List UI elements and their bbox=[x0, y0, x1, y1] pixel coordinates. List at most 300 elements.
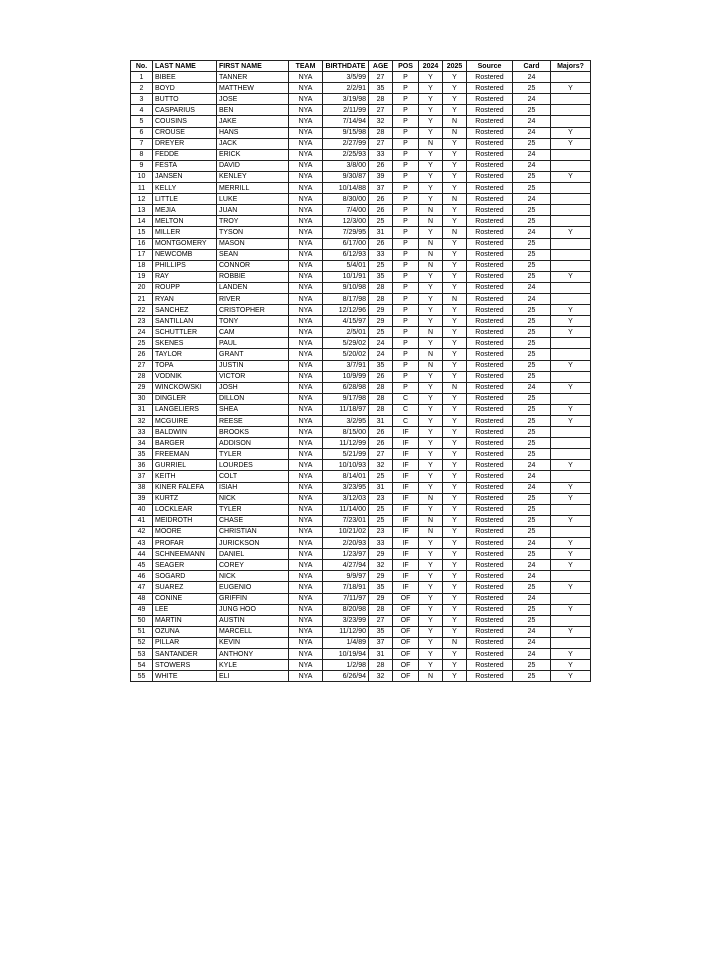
cell-pos: IF bbox=[393, 526, 419, 537]
cell-source: Rostered bbox=[467, 83, 513, 94]
cell-no: 36 bbox=[131, 460, 153, 471]
cell-team: NYA bbox=[289, 205, 323, 216]
cell-birthdate: 3/8/00 bbox=[323, 160, 369, 171]
cell-no: 19 bbox=[131, 271, 153, 282]
cell-source: Rostered bbox=[467, 449, 513, 460]
cell-source: Rostered bbox=[467, 183, 513, 194]
cell-first-name: LOURDES bbox=[217, 460, 289, 471]
cell-2025: Y bbox=[443, 83, 467, 94]
cell-birthdate: 2/5/01 bbox=[323, 327, 369, 338]
cell-last-name: BIBEE bbox=[153, 72, 217, 83]
cell-majors: Y bbox=[551, 515, 591, 526]
cell-no: 31 bbox=[131, 404, 153, 415]
cell-team: NYA bbox=[289, 660, 323, 671]
cell-no: 55 bbox=[131, 671, 153, 682]
cell-age: 26 bbox=[369, 194, 393, 205]
cell-card: 24 bbox=[513, 471, 551, 482]
cell-2025: Y bbox=[443, 615, 467, 626]
cell-last-name: SEAGER bbox=[153, 560, 217, 571]
cell-2024: Y bbox=[419, 538, 443, 549]
cell-card: 25 bbox=[513, 349, 551, 360]
cell-last-name: DREYER bbox=[153, 138, 217, 149]
cell-birthdate: 5/21/99 bbox=[323, 449, 369, 460]
cell-source: Rostered bbox=[467, 105, 513, 116]
cell-source: Rostered bbox=[467, 526, 513, 537]
cell-2025: Y bbox=[443, 404, 467, 415]
cell-majors bbox=[551, 105, 591, 116]
cell-first-name: JUNG HOO bbox=[217, 604, 289, 615]
table-row bbox=[131, 626, 591, 637]
cell-team: NYA bbox=[289, 604, 323, 615]
cell-source: Rostered bbox=[467, 194, 513, 205]
cell-team: NYA bbox=[289, 72, 323, 83]
cell-2025: Y bbox=[443, 138, 467, 149]
cell-no: 54 bbox=[131, 660, 153, 671]
cell-majors: Y bbox=[551, 171, 591, 182]
cell-no: 25 bbox=[131, 338, 153, 349]
cell-source: Rostered bbox=[467, 593, 513, 604]
cell-pos: P bbox=[393, 238, 419, 249]
table-row bbox=[131, 393, 591, 404]
cell-last-name: NEWCOMB bbox=[153, 249, 217, 260]
table-row bbox=[131, 194, 591, 205]
cell-team: NYA bbox=[289, 327, 323, 338]
cell-birthdate: 10/14/88 bbox=[323, 183, 369, 194]
cell-source: Rostered bbox=[467, 416, 513, 427]
cell-no: 26 bbox=[131, 349, 153, 360]
cell-first-name: TANNER bbox=[217, 72, 289, 83]
cell-pos: P bbox=[393, 338, 419, 349]
cell-majors: Y bbox=[551, 316, 591, 327]
cell-first-name: ANTHONY bbox=[217, 648, 289, 659]
cell-team: NYA bbox=[289, 471, 323, 482]
cell-age: 32 bbox=[369, 116, 393, 127]
cell-team: NYA bbox=[289, 371, 323, 382]
cell-no: 46 bbox=[131, 571, 153, 582]
cell-2024: N bbox=[419, 238, 443, 249]
cell-majors bbox=[551, 471, 591, 482]
cell-2025: N bbox=[443, 227, 467, 238]
cell-last-name: LANGELIERS bbox=[153, 404, 217, 415]
cell-card: 25 bbox=[513, 404, 551, 415]
cell-majors bbox=[551, 349, 591, 360]
cell-2024: N bbox=[419, 216, 443, 227]
cell-2024: Y bbox=[419, 293, 443, 304]
cell-birthdate: 7/18/91 bbox=[323, 582, 369, 593]
cell-2024: Y bbox=[419, 282, 443, 293]
cell-source: Rostered bbox=[467, 127, 513, 138]
cell-2025: Y bbox=[443, 526, 467, 537]
cell-source: Rostered bbox=[467, 538, 513, 549]
cell-birthdate: 10/10/93 bbox=[323, 460, 369, 471]
cell-birthdate: 6/17/00 bbox=[323, 238, 369, 249]
cell-pos: IF bbox=[393, 471, 419, 482]
cell-source: Rostered bbox=[467, 72, 513, 83]
cell-first-name: COLT bbox=[217, 471, 289, 482]
cell-2025: Y bbox=[443, 271, 467, 282]
cell-source: Rostered bbox=[467, 560, 513, 571]
cell-majors: Y bbox=[551, 660, 591, 671]
cell-no: 51 bbox=[131, 626, 153, 637]
cell-last-name: WINCKOWSKI bbox=[153, 382, 217, 393]
table-row bbox=[131, 593, 591, 604]
cell-2024: Y bbox=[419, 449, 443, 460]
cell-team: NYA bbox=[289, 648, 323, 659]
cell-card: 25 bbox=[513, 504, 551, 515]
cell-first-name: KYLE bbox=[217, 660, 289, 671]
table-row bbox=[131, 227, 591, 238]
cell-last-name: PHILLIPS bbox=[153, 260, 217, 271]
table-row bbox=[131, 515, 591, 526]
table-row bbox=[131, 327, 591, 338]
cell-first-name: GRIFFIN bbox=[217, 593, 289, 604]
cell-last-name: MOORE bbox=[153, 526, 217, 537]
cell-age: 28 bbox=[369, 604, 393, 615]
cell-2025: Y bbox=[443, 560, 467, 571]
table-row bbox=[131, 671, 591, 682]
cell-age: 31 bbox=[369, 227, 393, 238]
cell-2025: Y bbox=[443, 105, 467, 116]
cell-pos: P bbox=[393, 116, 419, 127]
col-header-source: Source bbox=[467, 61, 513, 72]
cell-age: 29 bbox=[369, 571, 393, 582]
cell-first-name: TROY bbox=[217, 216, 289, 227]
cell-team: NYA bbox=[289, 249, 323, 260]
cell-birthdate: 2/2/91 bbox=[323, 83, 369, 94]
cell-team: NYA bbox=[289, 305, 323, 316]
cell-majors: Y bbox=[551, 671, 591, 682]
cell-age: 25 bbox=[369, 471, 393, 482]
cell-source: Rostered bbox=[467, 238, 513, 249]
table-row bbox=[131, 404, 591, 415]
cell-majors: Y bbox=[551, 549, 591, 560]
cell-last-name: JANSEN bbox=[153, 171, 217, 182]
cell-source: Rostered bbox=[467, 160, 513, 171]
cell-birthdate: 9/17/98 bbox=[323, 393, 369, 404]
cell-birthdate: 6/28/98 bbox=[323, 382, 369, 393]
cell-2025: Y bbox=[443, 171, 467, 182]
cell-pos: P bbox=[393, 205, 419, 216]
cell-last-name: CONINE bbox=[153, 593, 217, 604]
cell-first-name: BEN bbox=[217, 105, 289, 116]
cell-source: Rostered bbox=[467, 249, 513, 260]
cell-no: 39 bbox=[131, 493, 153, 504]
cell-pos: IF bbox=[393, 449, 419, 460]
cell-team: NYA bbox=[289, 482, 323, 493]
col-header-birthdate: BIRTHDATE bbox=[323, 61, 369, 72]
cell-source: Rostered bbox=[467, 349, 513, 360]
cell-birthdate: 2/25/93 bbox=[323, 149, 369, 160]
cell-2024: Y bbox=[419, 560, 443, 571]
cell-no: 17 bbox=[131, 249, 153, 260]
cell-2025: N bbox=[443, 127, 467, 138]
cell-source: Rostered bbox=[467, 327, 513, 338]
cell-first-name: MASON bbox=[217, 238, 289, 249]
cell-last-name: KELLY bbox=[153, 183, 217, 194]
cell-source: Rostered bbox=[467, 637, 513, 648]
cell-no: 1 bbox=[131, 72, 153, 83]
cell-source: Rostered bbox=[467, 360, 513, 371]
cell-pos: P bbox=[393, 138, 419, 149]
cell-no: 33 bbox=[131, 427, 153, 438]
cell-2024: Y bbox=[419, 227, 443, 238]
cell-2025: Y bbox=[443, 427, 467, 438]
cell-majors bbox=[551, 338, 591, 349]
cell-age: 35 bbox=[369, 626, 393, 637]
cell-team: NYA bbox=[289, 427, 323, 438]
cell-pos: IF bbox=[393, 482, 419, 493]
cell-birthdate: 11/12/99 bbox=[323, 438, 369, 449]
cell-age: 25 bbox=[369, 216, 393, 227]
table-row bbox=[131, 648, 591, 659]
cell-team: NYA bbox=[289, 116, 323, 127]
cell-last-name: FEDDE bbox=[153, 149, 217, 160]
cell-first-name: CHRISTIAN bbox=[217, 526, 289, 537]
cell-last-name: PROFAR bbox=[153, 538, 217, 549]
cell-age: 28 bbox=[369, 127, 393, 138]
cell-source: Rostered bbox=[467, 404, 513, 415]
table-row bbox=[131, 160, 591, 171]
cell-card: 25 bbox=[513, 327, 551, 338]
cell-team: NYA bbox=[289, 438, 323, 449]
cell-pos: P bbox=[393, 227, 419, 238]
cell-birthdate: 10/21/02 bbox=[323, 526, 369, 537]
cell-source: Rostered bbox=[467, 482, 513, 493]
cell-last-name: OZUNA bbox=[153, 626, 217, 637]
cell-first-name: NICK bbox=[217, 493, 289, 504]
cell-source: Rostered bbox=[467, 149, 513, 160]
cell-card: 24 bbox=[513, 571, 551, 582]
cell-team: NYA bbox=[289, 493, 323, 504]
cell-pos: OF bbox=[393, 671, 419, 682]
cell-age: 29 bbox=[369, 549, 393, 560]
table-row bbox=[131, 560, 591, 571]
table-row bbox=[131, 260, 591, 271]
cell-no: 2 bbox=[131, 83, 153, 94]
cell-2024: N bbox=[419, 493, 443, 504]
cell-2025: Y bbox=[443, 371, 467, 382]
cell-age: 26 bbox=[369, 160, 393, 171]
cell-2024: Y bbox=[419, 316, 443, 327]
cell-2024: Y bbox=[419, 83, 443, 94]
cell-first-name: VICTOR bbox=[217, 371, 289, 382]
cell-team: NYA bbox=[289, 160, 323, 171]
cell-source: Rostered bbox=[467, 282, 513, 293]
cell-source: Rostered bbox=[467, 660, 513, 671]
cell-majors: Y bbox=[551, 227, 591, 238]
cell-no: 11 bbox=[131, 183, 153, 194]
cell-2025: Y bbox=[443, 183, 467, 194]
cell-first-name: ROBBIE bbox=[217, 271, 289, 282]
cell-team: NYA bbox=[289, 560, 323, 571]
cell-majors bbox=[551, 427, 591, 438]
cell-age: 29 bbox=[369, 316, 393, 327]
cell-age: 24 bbox=[369, 349, 393, 360]
cell-no: 24 bbox=[131, 327, 153, 338]
cell-birthdate: 11/18/97 bbox=[323, 404, 369, 415]
col-header-2025: 2025 bbox=[443, 61, 467, 72]
cell-first-name: ADDISON bbox=[217, 438, 289, 449]
cell-age: 35 bbox=[369, 582, 393, 593]
cell-pos: P bbox=[393, 282, 419, 293]
cell-pos: IF bbox=[393, 582, 419, 593]
cell-last-name: WHITE bbox=[153, 671, 217, 682]
cell-source: Rostered bbox=[467, 582, 513, 593]
cell-age: 28 bbox=[369, 282, 393, 293]
cell-first-name: LANDEN bbox=[217, 282, 289, 293]
cell-first-name: JACK bbox=[217, 138, 289, 149]
table-row bbox=[131, 615, 591, 626]
cell-team: NYA bbox=[289, 382, 323, 393]
cell-2024: Y bbox=[419, 427, 443, 438]
cell-no: 50 bbox=[131, 615, 153, 626]
cell-first-name: HANS bbox=[217, 127, 289, 138]
cell-no: 16 bbox=[131, 238, 153, 249]
cell-2024: Y bbox=[419, 94, 443, 105]
cell-pos: P bbox=[393, 293, 419, 304]
cell-birthdate: 3/7/91 bbox=[323, 360, 369, 371]
cell-birthdate: 1/4/89 bbox=[323, 637, 369, 648]
table-row bbox=[131, 427, 591, 438]
cell-2024: Y bbox=[419, 183, 443, 194]
cell-pos: P bbox=[393, 271, 419, 282]
cell-pos: P bbox=[393, 360, 419, 371]
table-row bbox=[131, 249, 591, 260]
cell-age: 25 bbox=[369, 260, 393, 271]
cell-card: 25 bbox=[513, 138, 551, 149]
cell-first-name: ERICK bbox=[217, 149, 289, 160]
cell-2024: Y bbox=[419, 549, 443, 560]
cell-team: NYA bbox=[289, 571, 323, 582]
cell-pos: P bbox=[393, 83, 419, 94]
col-header-2024: 2024 bbox=[419, 61, 443, 72]
cell-2024: Y bbox=[419, 471, 443, 482]
cell-source: Rostered bbox=[467, 626, 513, 637]
cell-no: 32 bbox=[131, 416, 153, 427]
cell-source: Rostered bbox=[467, 293, 513, 304]
cell-first-name: CAM bbox=[217, 327, 289, 338]
cell-card: 24 bbox=[513, 94, 551, 105]
table-row bbox=[131, 416, 591, 427]
cell-pos: C bbox=[393, 393, 419, 404]
cell-pos: OF bbox=[393, 648, 419, 659]
cell-2025: Y bbox=[443, 660, 467, 671]
cell-last-name: BUTTO bbox=[153, 94, 217, 105]
cell-card: 24 bbox=[513, 382, 551, 393]
cell-source: Rostered bbox=[467, 615, 513, 626]
cell-majors: Y bbox=[551, 360, 591, 371]
cell-team: NYA bbox=[289, 526, 323, 537]
cell-no: 48 bbox=[131, 593, 153, 604]
cell-2024: N bbox=[419, 138, 443, 149]
cell-card: 25 bbox=[513, 615, 551, 626]
cell-team: NYA bbox=[289, 183, 323, 194]
cell-2024: Y bbox=[419, 149, 443, 160]
cell-source: Rostered bbox=[467, 671, 513, 682]
table-row bbox=[131, 526, 591, 537]
cell-first-name: AUSTIN bbox=[217, 615, 289, 626]
col-header-last-name: LAST NAME bbox=[153, 61, 217, 72]
cell-last-name: VODNIK bbox=[153, 371, 217, 382]
cell-2024: N bbox=[419, 526, 443, 537]
cell-team: NYA bbox=[289, 582, 323, 593]
cell-source: Rostered bbox=[467, 648, 513, 659]
cell-source: Rostered bbox=[467, 438, 513, 449]
cell-majors: Y bbox=[551, 582, 591, 593]
cell-2024: N bbox=[419, 327, 443, 338]
cell-majors bbox=[551, 238, 591, 249]
cell-source: Rostered bbox=[467, 316, 513, 327]
cell-2025: Y bbox=[443, 549, 467, 560]
cell-birthdate: 3/2/95 bbox=[323, 416, 369, 427]
cell-no: 34 bbox=[131, 438, 153, 449]
cell-card: 25 bbox=[513, 526, 551, 537]
cell-team: NYA bbox=[289, 171, 323, 182]
cell-team: NYA bbox=[289, 515, 323, 526]
cell-no: 5 bbox=[131, 116, 153, 127]
cell-last-name: BOYD bbox=[153, 83, 217, 94]
cell-birthdate: 3/23/95 bbox=[323, 482, 369, 493]
cell-no: 38 bbox=[131, 482, 153, 493]
cell-first-name: JUSTIN bbox=[217, 360, 289, 371]
cell-birthdate: 4/27/94 bbox=[323, 560, 369, 571]
cell-no: 44 bbox=[131, 549, 153, 560]
cell-card: 25 bbox=[513, 360, 551, 371]
col-header-first-name: FIRST NAME bbox=[217, 61, 289, 72]
cell-no: 4 bbox=[131, 105, 153, 116]
cell-card: 25 bbox=[513, 438, 551, 449]
cell-source: Rostered bbox=[467, 260, 513, 271]
cell-no: 23 bbox=[131, 316, 153, 327]
cell-2024: Y bbox=[419, 604, 443, 615]
cell-source: Rostered bbox=[467, 471, 513, 482]
cell-card: 24 bbox=[513, 538, 551, 549]
cell-2024: Y bbox=[419, 72, 443, 83]
cell-first-name: ISIAH bbox=[217, 482, 289, 493]
cell-2024: N bbox=[419, 360, 443, 371]
cell-source: Rostered bbox=[467, 460, 513, 471]
cell-first-name: JAKE bbox=[217, 116, 289, 127]
cell-majors bbox=[551, 183, 591, 194]
cell-2025: Y bbox=[443, 205, 467, 216]
cell-2025: Y bbox=[443, 416, 467, 427]
cell-source: Rostered bbox=[467, 549, 513, 560]
cell-last-name: CASPARIUS bbox=[153, 105, 217, 116]
cell-birthdate: 8/20/98 bbox=[323, 604, 369, 615]
cell-no: 12 bbox=[131, 194, 153, 205]
table-row bbox=[131, 582, 591, 593]
cell-card: 25 bbox=[513, 83, 551, 94]
cell-2025: Y bbox=[443, 571, 467, 582]
cell-pos: IF bbox=[393, 438, 419, 449]
cell-age: 26 bbox=[369, 427, 393, 438]
cell-age: 32 bbox=[369, 560, 393, 571]
cell-birthdate: 8/30/00 bbox=[323, 194, 369, 205]
cell-2025: Y bbox=[443, 604, 467, 615]
cell-card: 24 bbox=[513, 160, 551, 171]
cell-2025: Y bbox=[443, 449, 467, 460]
cell-birthdate: 10/19/94 bbox=[323, 648, 369, 659]
cell-majors bbox=[551, 593, 591, 604]
cell-age: 25 bbox=[369, 327, 393, 338]
cell-card: 24 bbox=[513, 149, 551, 160]
cell-team: NYA bbox=[289, 83, 323, 94]
table-row bbox=[131, 305, 591, 316]
cell-no: 10 bbox=[131, 171, 153, 182]
cell-2025: Y bbox=[443, 238, 467, 249]
cell-card: 25 bbox=[513, 238, 551, 249]
cell-majors bbox=[551, 449, 591, 460]
